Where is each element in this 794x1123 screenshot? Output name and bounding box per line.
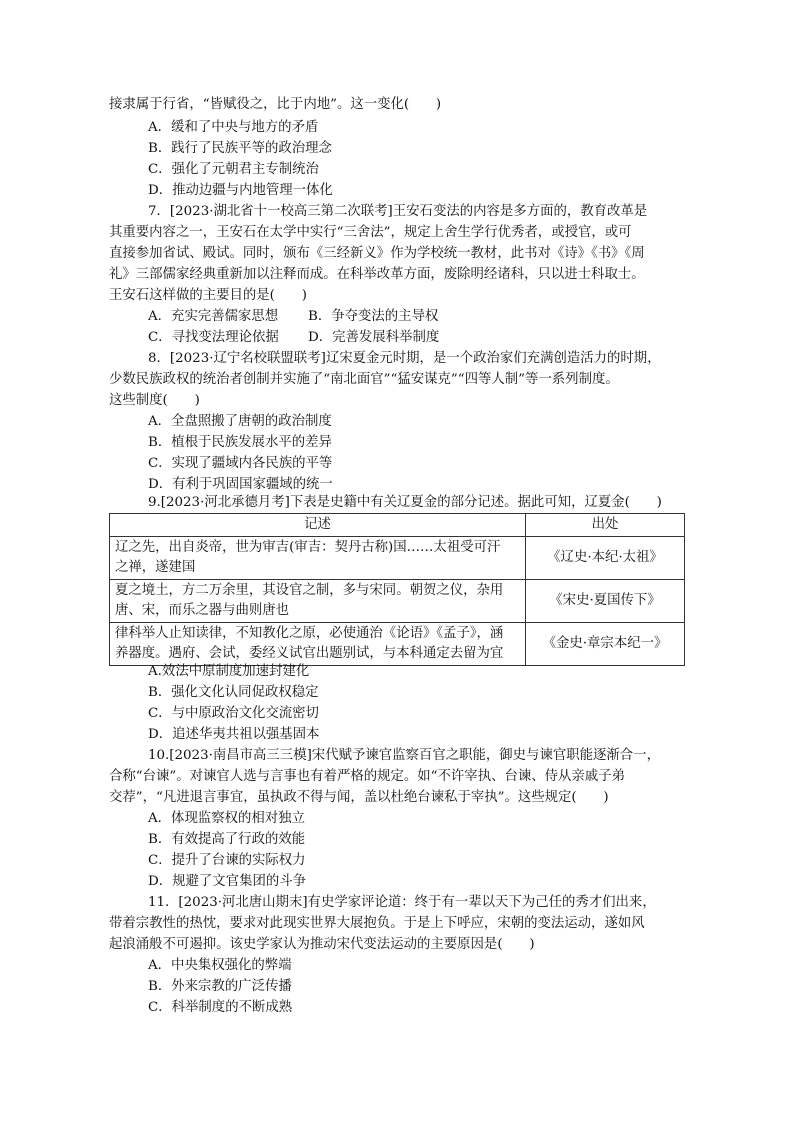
q10-stem-line-2: 合称“台谏”。对谏官人选与言事也有着严格的规定。如“不许宰执、台谏、侍从亲戚子弟 bbox=[109, 769, 625, 784]
q7-option-c: C．寻找变法理论依据 bbox=[148, 330, 279, 345]
q11-stem-line-1: 11．[2023·河北唐山期末]有史学家评论道：终于有一辈以天下为己任的秀才们出来， bbox=[148, 895, 656, 910]
q9-option-b: B．强化文化认同促政权稳定 bbox=[148, 685, 319, 700]
q7-stem-line-4: 礼》三部儒家经典重新加以注释而成。在科举改革方面，废除明经诸科，只以进士科取士。 bbox=[109, 267, 645, 282]
table-cell-record bbox=[110, 623, 526, 666]
q10-stem-line-1: 10.[2023·南昌市高三三模]宋代赋予谏官监察百官之职能，御史与谏官职能逐渐合一， bbox=[148, 748, 660, 763]
q8-stem-line-3: 这些制度( ) bbox=[109, 393, 200, 408]
q7-option-d: D．完善发展科举制度 bbox=[308, 330, 440, 345]
q7-stem-line-3: 直接参加省试、殿试。同时，颁布《三经新义》作为学校统一教材，此书对《诗》《书》《周 bbox=[109, 246, 645, 261]
q7-option-b: B．争夺变法的主导权 bbox=[308, 309, 439, 324]
q9-option-d: D．追述华夷共祖以强基固本 bbox=[148, 727, 320, 742]
table-header-record: 记述 bbox=[110, 514, 526, 537]
table-row bbox=[110, 537, 685, 580]
q11-stem-line-3: 起浪涌般不可遏抑。该史学家认为推动宋代变法运动的主要原因是( ) bbox=[109, 937, 535, 952]
q8-stem-line-1: 8．[2023·辽宁名校联盟联考]辽宋夏金元时期，是一个政治家们充满创造活力的时期， bbox=[148, 351, 661, 366]
q8-option-d: D．有利于巩固国家疆域的统一 bbox=[148, 477, 333, 492]
record-line-2: 养器度。遇府、会试，委经义试官出题别试，与本科通定去留为宜 bbox=[115, 646, 504, 661]
q8-option-a: A．全盘照搬了唐朝的政治制度 bbox=[148, 414, 332, 429]
q10-option-c: C．提升了台谏的实际权力 bbox=[148, 853, 306, 868]
table-cell-record bbox=[110, 580, 526, 623]
table-row bbox=[110, 623, 685, 666]
table-cell-source: 《辽史·本纪·太祖》 bbox=[526, 537, 685, 580]
q10-stem-line-3: 交荐”，“凡进退言事宜，虽执政不得与闻，盖以杜绝台谏私于宰执”。这些规定( ) bbox=[109, 790, 609, 805]
q6-option-d: D．推动边疆与内地管理一体化 bbox=[148, 183, 333, 198]
q6-stem-tail: 接隶属于行省，“皆赋役之，比于内地”。这一变化( ) bbox=[109, 97, 442, 112]
record-line-1: 夏之境土，方二万余里，其设官之制，多与宋同。朝贺之仪，杂用 bbox=[115, 583, 504, 598]
record-line-2: 之禅，遂建国 bbox=[115, 560, 196, 575]
q7-stem-line-5: 王安石这样做的主要目的是( ) bbox=[109, 288, 307, 303]
q8-option-c: C．实现了疆域内各民族的平等 bbox=[148, 456, 333, 471]
table-cell-record bbox=[110, 537, 526, 580]
q11-option-b: B．外来宗教的广泛传播 bbox=[148, 979, 292, 994]
q11-option-c: C．科举制度的不断成熟 bbox=[148, 1000, 293, 1015]
q9-option-c: C．与中原政治文化交流密切 bbox=[148, 706, 319, 721]
q7-stem-line-1: 7．[2023·湖北省十一校高三第二次联考]王安石变法的内容是多方面的，教育改革是 bbox=[148, 204, 648, 219]
q10-option-a: A．体现监察权的相对独立 bbox=[148, 811, 305, 826]
q7-stem-line-2: 其重要内容之一，王安石在太学中实行“三舍法”，规定上舍生学行优秀者，或授官，或可 bbox=[109, 225, 632, 240]
table-header-source: 出处 bbox=[526, 514, 685, 537]
q6-option-a: A．缓和了中央与地方的矛盾 bbox=[148, 120, 319, 135]
q11-option-a: A．中央集权强化的弊端 bbox=[148, 958, 292, 973]
q10-option-d: D．规避了文官集团的斗争 bbox=[148, 874, 307, 889]
q9-source-table bbox=[109, 513, 685, 666]
q8-stem-line-2: 少数民族政权的统治者创制并实施了“南北面官”“猛安谋克”“四等人制”等一系列制度。 bbox=[109, 372, 619, 387]
q9-option-a: A.效法中原制度加速封建化 bbox=[148, 664, 310, 679]
record-line-1: 辽之先，出自炎帝，世为审吉(审吉：契丹古称)国……太祖受可汗 bbox=[115, 540, 501, 555]
q6-option-b: B．践行了民族平等的政治理念 bbox=[148, 141, 332, 156]
q8-option-b: B．植根于民族发展水平的差异 bbox=[148, 435, 332, 450]
q6-option-c: C．强化了元朝君主专制统治 bbox=[148, 162, 319, 177]
table-cell-source: 《宋史·夏国传下》 bbox=[526, 580, 685, 623]
q7-option-a: A．充实完善儒家思想 bbox=[148, 309, 279, 324]
record-line-1: 律科举人止知读律，不知教化之原，必使通治《论语》《孟子》，涵 bbox=[115, 626, 504, 641]
table-cell-source: 《金史·章宗本纪一》 bbox=[526, 623, 685, 666]
table-row bbox=[110, 580, 685, 623]
q10-option-b: B．有效提高了行政的效能 bbox=[148, 832, 306, 847]
q11-stem-line-2: 带着宗教性的热忱，要求对此现实世界大展抱负。于是上下呼应，宋朝的变法运动，遂如风 bbox=[109, 916, 645, 931]
q9-stem: 9.[2023·河北承德月考]下表是史籍中有关辽夏金的部分记述。据此可知，辽夏金( ) bbox=[148, 495, 662, 510]
record-line-2: 唐、宋，而乐之器与曲则唐也 bbox=[115, 603, 290, 618]
